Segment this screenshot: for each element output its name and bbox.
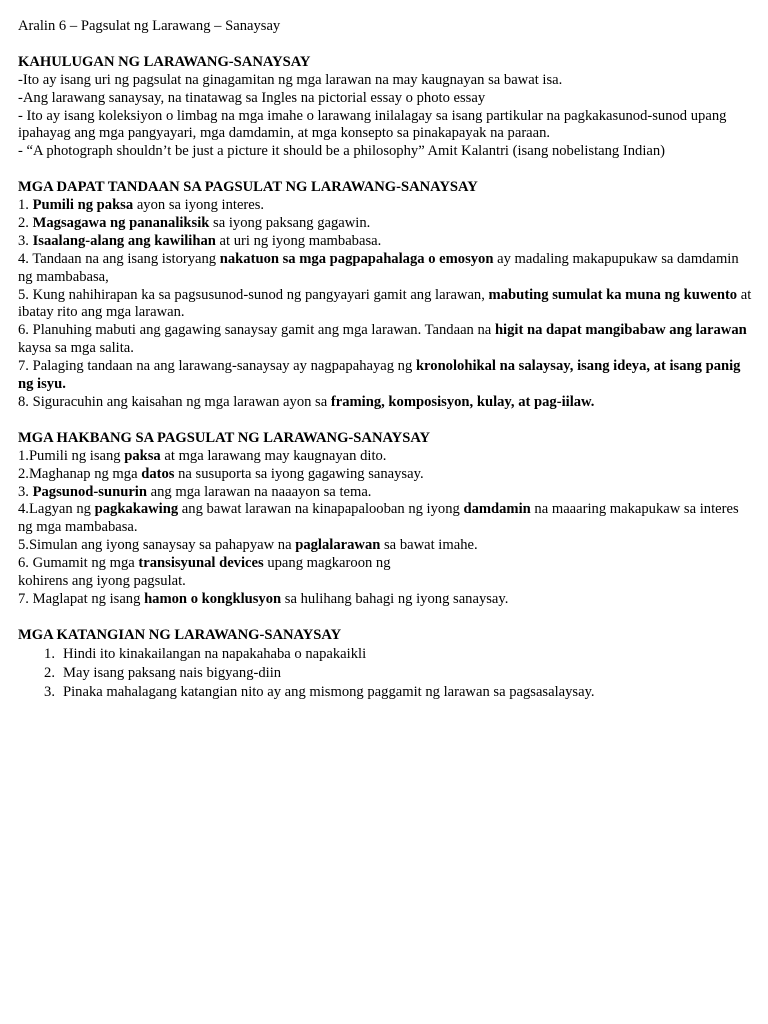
- list-text: Hindi ito kinakailangan na napakahaba o napakaikli: [63, 645, 367, 662]
- quote-line: - “A photograph shouldn’t be just a picture it should be a philosophy” Amit Kalantri (isang nobelistang Indian): [18, 143, 666, 160]
- section-heading: MGA DAPAT TANDAAN SA PAGSULAT NG LARAWANG-SANAYSAY: [18, 179, 478, 196]
- list-text: Pinaka mahalagang katangian nito ay ang mismong paggamit ng larawan sa pagsasalaysay.: [63, 684, 595, 701]
- list-item: 4. Tandaan na ang isang istoryang nakatuon sa mga pagpapahalaga o emosyon ay madaling makapupukaw sa damdamin ng mambabasa,: [18, 250, 739, 285]
- list-item: 5. Kung nahihirapan ka sa pagsusunod-sunod ng pangyayari gamit ang larawan, mabuting sumulat ka muna ng kuwento at ibatay rito ang mga larawan.: [18, 286, 752, 321]
- list-item: 4.Lagyan ng pagkakawing ang bawat larawan na kinapapalooban ng iyong damdamin na maaaring makapukaw sa interes ng mga mambabasa.: [18, 501, 739, 536]
- definition-line: - Ito ay isang koleksiyon o limbag na mga imahe o larawang inilalagay sa isang partikular na pagkakasunod-sunod upang ipahayag ang mga pangyayari, mga damdamin, at mga konsepto sa pinakapayak na paraan.: [18, 107, 727, 142]
- section-heading: KAHULUGAN NG LARAWANG-SANAYSAY: [18, 53, 311, 70]
- list-item: 7. Maglapat ng isang hamon o kongklusyon sa hulihang bahagi ng iyong sanaysay.: [18, 590, 509, 607]
- list-item: 1. Pumili ng paksa ayon sa iyong interes.: [18, 197, 265, 214]
- list-item: 2.Maghanap ng mga datos na susuporta sa iyong gagawing sanaysay.: [18, 465, 424, 482]
- section-heading: MGA KATANGIAN NG LARAWANG-SANAYSAY: [18, 626, 342, 643]
- section-kahulugan: [18, 54, 753, 161]
- section-hakbang: [18, 430, 753, 609]
- list-item: 3. Isaalang-alang ang kawilihan at uri ng iyong mambabasa.: [18, 232, 382, 249]
- section-katangian: [18, 627, 753, 703]
- definition-line: -Ito ay isang uri ng pagsulat na ginagamitan ng mga larawan na may kaugnayan sa bawat isa.: [18, 71, 563, 88]
- list-item: 2. Magsagawa ng pananaliksik sa iyong paksang gagawin.: [18, 214, 371, 231]
- list-item: [18, 683, 753, 702]
- list-number: 2.: [44, 664, 55, 681]
- list-item: [18, 664, 753, 683]
- list-text: May isang paksang nais bigyang-diin: [63, 664, 282, 681]
- list-item: 6. Gumamit ng mga transisyunal devices upang magkaroon ng kohirens ang iyong pagsulat.: [18, 555, 391, 590]
- features-list: [18, 645, 753, 703]
- list-item: [18, 645, 753, 664]
- list-number: 3.: [44, 684, 55, 701]
- document-page: [18, 18, 753, 720]
- section-heading: MGA HAKBANG SA PAGSULAT NG LARAWANG-SANAYSAY: [18, 429, 431, 446]
- list-item: 7. Palaging tandaan na ang larawang-sanaysay ay nagpapahayag ng kronolohikal na salaysay, isang ideya, at isang panig ng isyu.: [18, 358, 741, 393]
- section-dapat-tandaan: [18, 179, 753, 412]
- document-title: Aralin 6 – Pagsulat ng Larawang – Sanaysay: [18, 18, 281, 34]
- list-item: 3. Pagsunod-sunurin ang mga larawan na naaayon sa tema.: [18, 483, 372, 500]
- list-item: 1.Pumili ng isang paksa at mga larawang may kaugnayan dito.: [18, 447, 387, 464]
- list-item: 5.Simulan ang iyong sanaysay sa pahapyaw na paglalarawan sa bawat imahe.: [18, 537, 478, 554]
- list-item: 8. Siguracuhin ang kaisahan ng mga larawan ayon sa framing, komposisyon, kulay, at pag-iilaw.: [18, 394, 595, 410]
- list-item: 6. Planuhing mabuti ang gagawing sanaysay gamit ang mga larawan. Tandaan na higit na dapat mangibabaw ang larawan kaysa sa mga salita.: [18, 322, 747, 357]
- definition-line: -Ang larawang sanaysay, na tinatawag sa Ingles na pictorial essay o photo essay: [18, 89, 486, 106]
- list-number: 1.: [44, 645, 55, 662]
